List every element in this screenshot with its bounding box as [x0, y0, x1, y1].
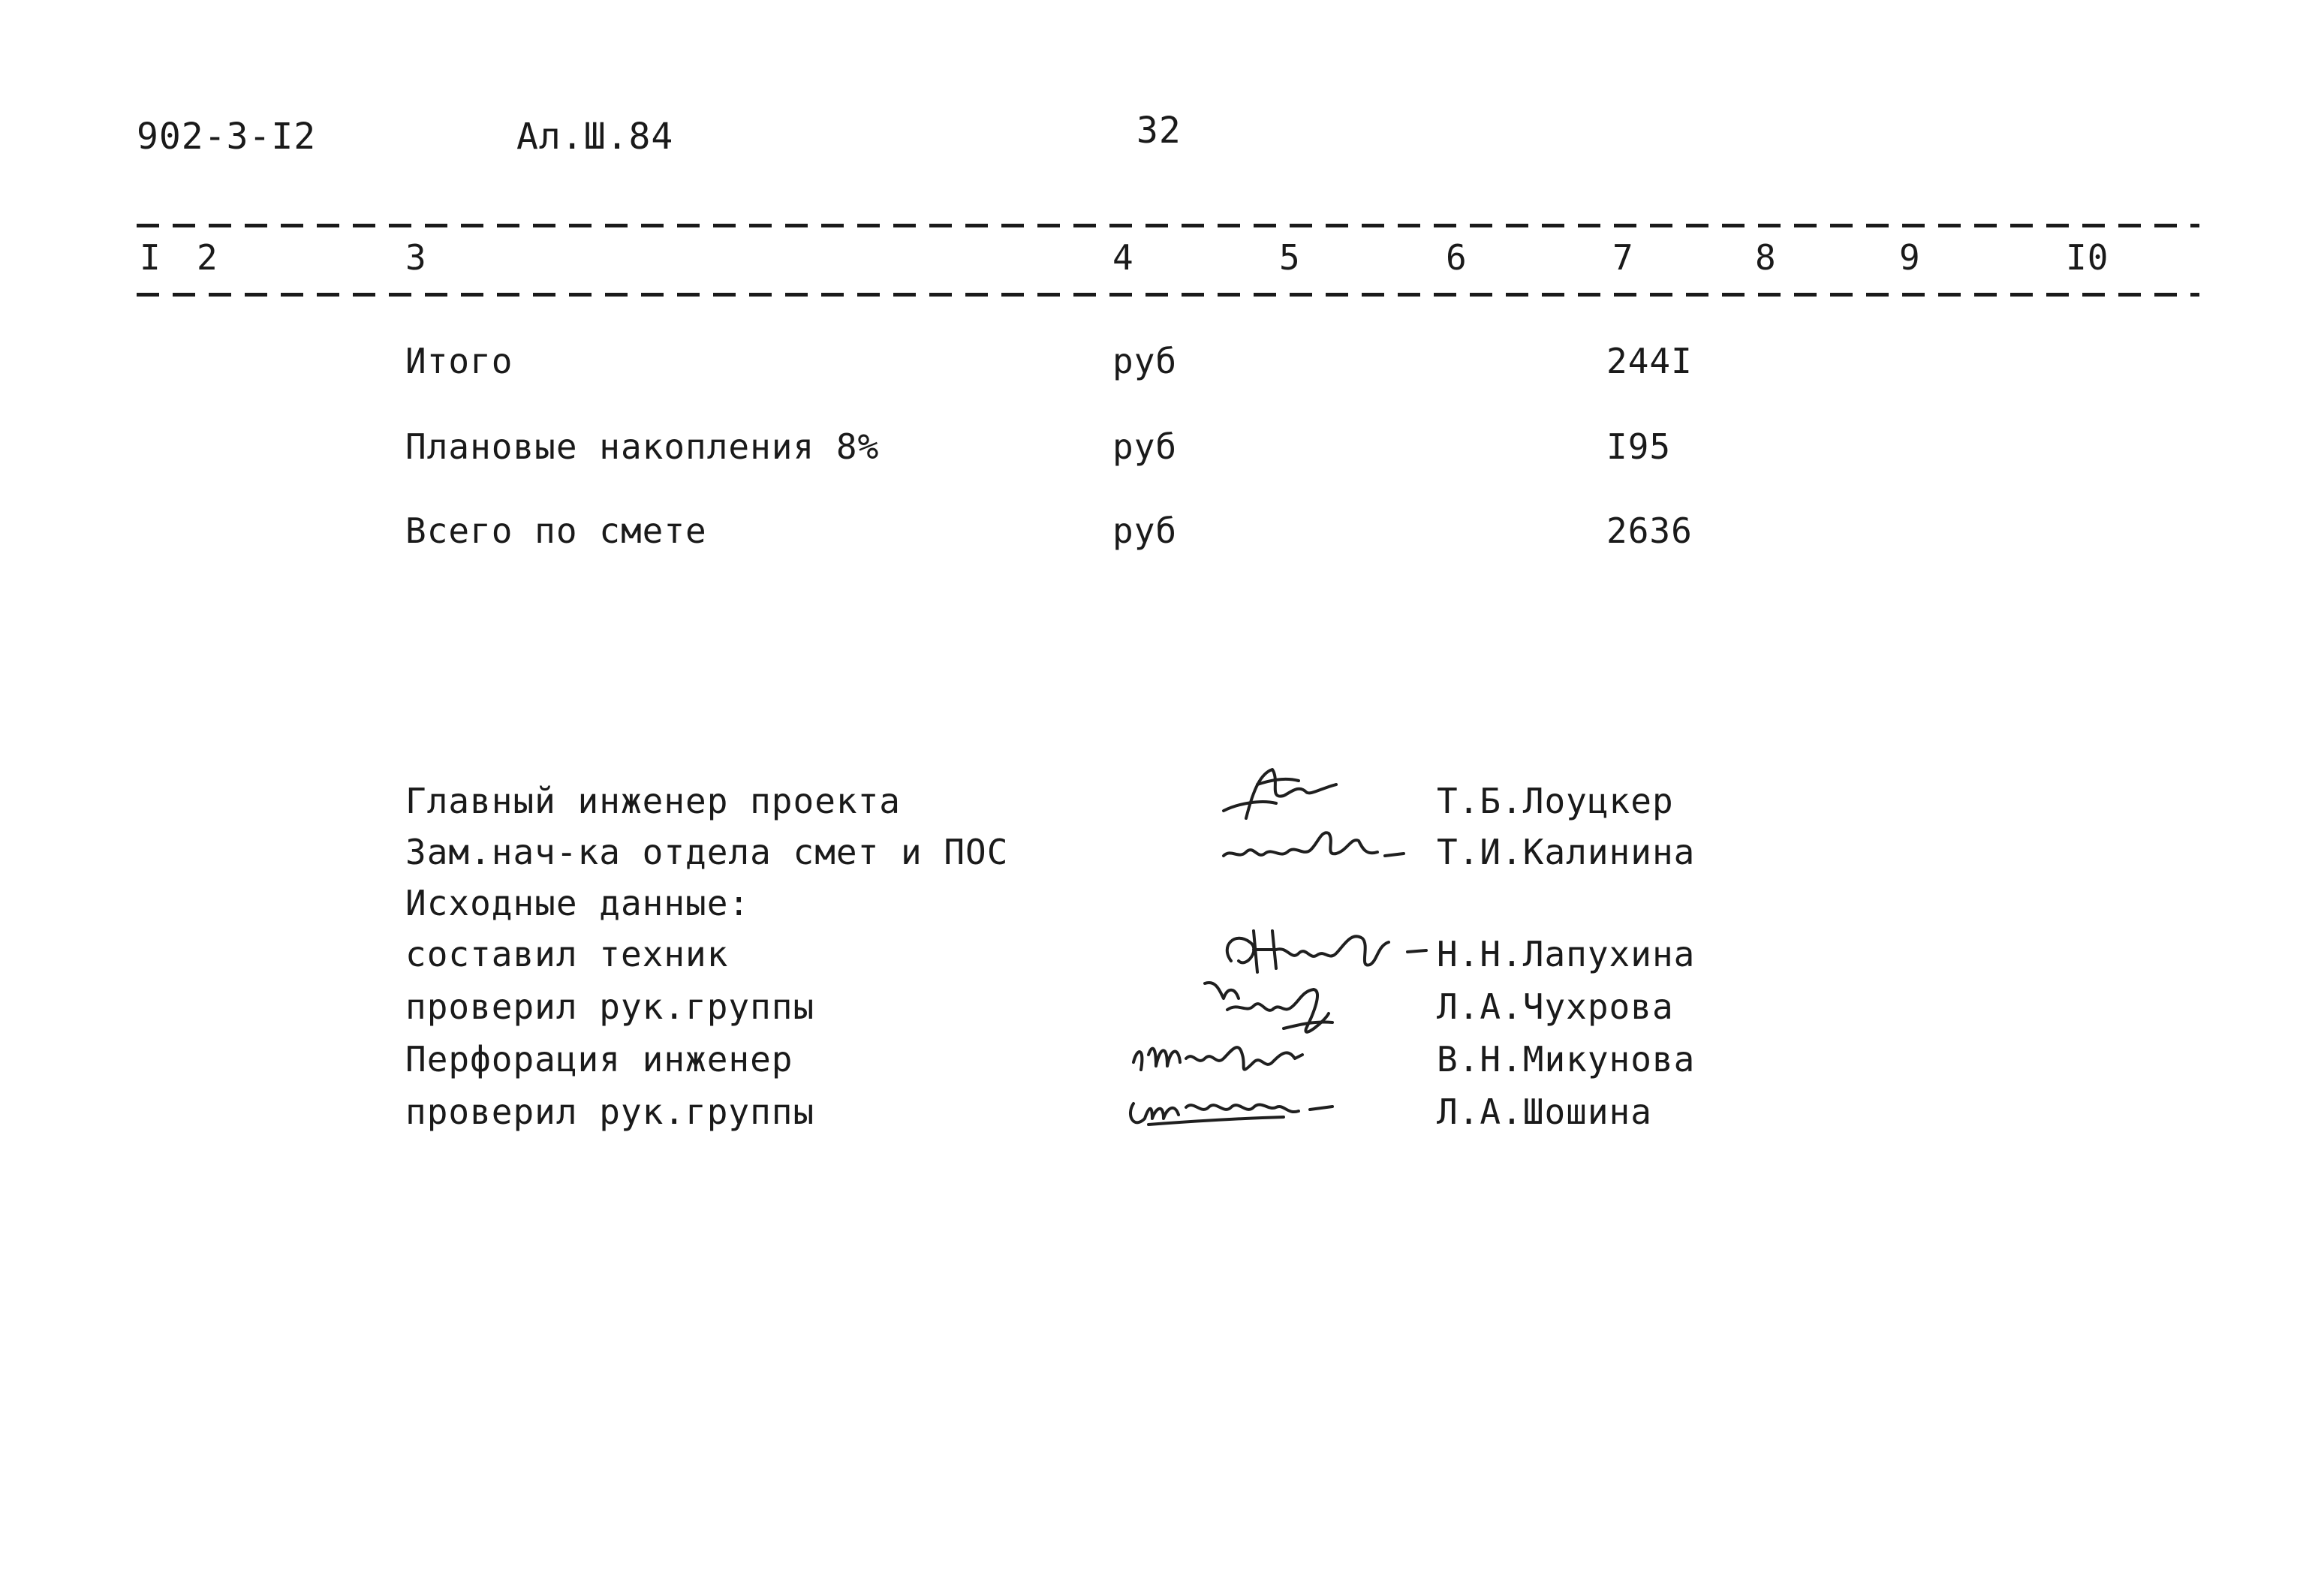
- album-number: Ал.Ш.84: [516, 116, 674, 158]
- signatory-role: проверил рук.группы: [405, 1092, 815, 1132]
- column-number: 5: [1279, 237, 1301, 278]
- page-number: 32: [1136, 110, 1182, 152]
- total-unit: руб: [1112, 341, 1178, 381]
- total-label: Всего по смете: [405, 510, 707, 551]
- column-number: 9: [1899, 237, 1921, 278]
- column-number: 7: [1612, 237, 1634, 278]
- table-bottom-rule: [137, 293, 2199, 297]
- signatory-name: Л.А.Чухрова: [1437, 986, 1674, 1027]
- signatory-role: Главный инженер проекта: [405, 781, 901, 821]
- column-number: I: [140, 237, 161, 278]
- signatory-name: Т.И.Калинина: [1437, 832, 1696, 872]
- signatory-name: В.Н.Микунова: [1437, 1039, 1696, 1080]
- total-label: Плановые накопления 8%: [405, 426, 880, 467]
- total-value: 2636: [1606, 510, 1693, 551]
- total-unit: руб: [1112, 510, 1178, 551]
- signature-6: [1118, 1074, 1359, 1141]
- total-unit: руб: [1112, 426, 1178, 467]
- column-number: 3: [405, 237, 427, 278]
- column-number: 4: [1112, 237, 1134, 278]
- signatory-role: Зам.нач-ка отдела смет и ПОС: [405, 832, 1009, 872]
- signatory-role: составил техник: [405, 934, 729, 974]
- signatory-role: проверил рук.группы: [405, 986, 815, 1027]
- column-number: 2: [197, 237, 218, 278]
- total-value: I95: [1606, 426, 1672, 467]
- column-number: 8: [1755, 237, 1777, 278]
- column-number: 6: [1446, 237, 1468, 278]
- column-number: I0: [2066, 237, 2109, 278]
- signatory-name: Н.Н.Лапухина: [1437, 934, 1696, 974]
- section-heading: Исходные данные:: [405, 883, 751, 923]
- total-value: 244I: [1606, 341, 1693, 381]
- table-top-rule: [137, 224, 2199, 227]
- signatory-name: Т.Б.Лоуцкер: [1437, 781, 1674, 821]
- total-label: Итого: [405, 341, 513, 381]
- document-code: 902-3-I2: [137, 116, 317, 158]
- signatory-name: Л.А.Шошина: [1437, 1092, 1652, 1132]
- signature-2: [1216, 815, 1411, 882]
- signatory-role: Перфорация инженер: [405, 1039, 793, 1080]
